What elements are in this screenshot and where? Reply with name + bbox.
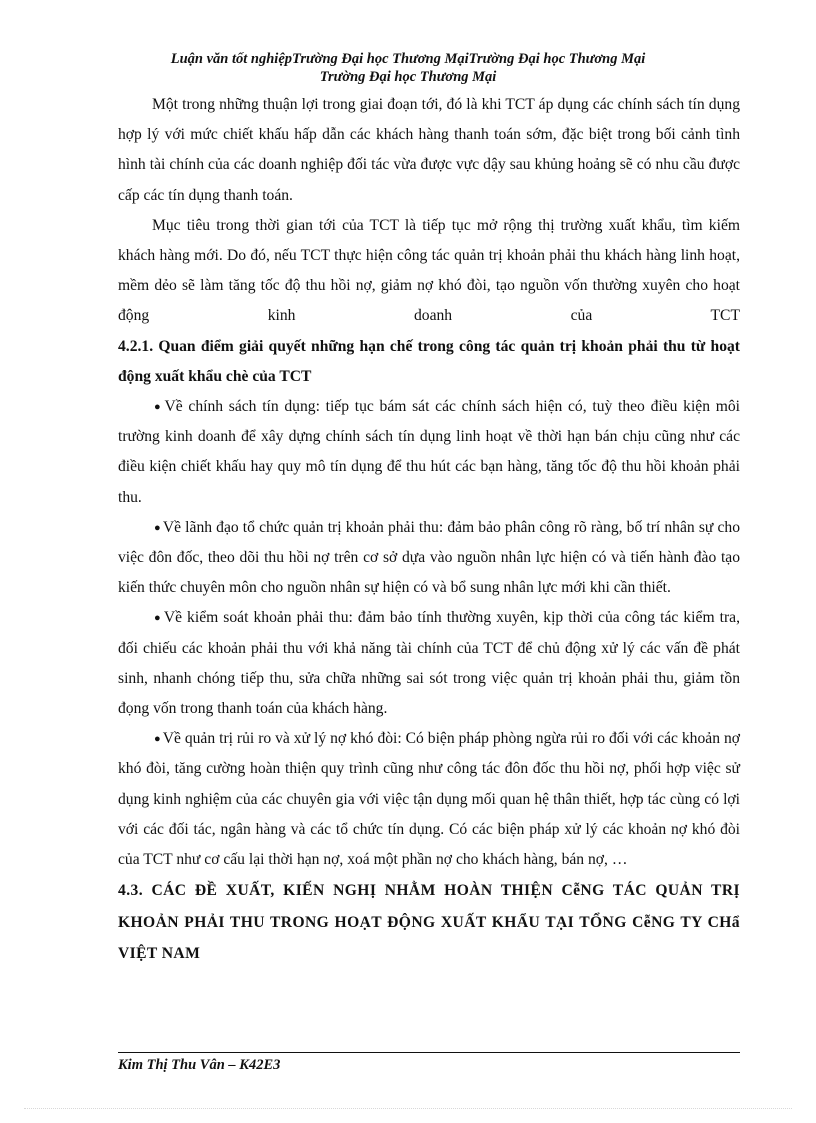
bullet-dot-icon: ● [154, 612, 162, 625]
body-text [118, 90, 740, 970]
bullet-dot-icon: ● [154, 733, 161, 746]
bullet-text: Về lãnh đạo tổ chức quản trị khoản phải thu: đảm bảo phân công rõ ràng, bố trí nhân sự cho việc đôn đốc, theo dõi thu hồi nợ trên cơ sở dựa vào nguồn nhân lực hiện có và tiến hành đào tạo kiến thức chuyên môn cho nguồn nhân sự hiện có và bổ sung nhân lực mới khi cần thiết. [118, 518, 740, 597]
bullet-risk-management [118, 724, 740, 875]
bullet-control [118, 603, 740, 724]
paragraph-objectives: Mục tiêu trong thời gian tới của TCT là tiếp tục mở rộng thị trường xuất khẩu, tìm kiếm khách hàng mới. Do đó, nếu TCT thực hiện công tác quản trị khoản phải thu khách hàng linh hoạt, mềm dẻo sẽ làm tăng tốc độ thu hồi nợ, giảm nợ khó đòi, tạo nguồn vốn thường xuyên cho hoạt động kinh doanh của TCT [118, 216, 740, 325]
header-line-2: Trường Đại học Thương Mại [319, 69, 497, 85]
bullet-dot-icon: ● [154, 521, 161, 534]
header-line-1: Luận văn tốt nghiệpTrường Đại học Thương MạiTrường Đại học Thương Mại [170, 51, 646, 67]
footer-author: Kim Thị Thu Vân – K42E3 [118, 1057, 281, 1073]
heading-4-3: 4.3. CÁC ĐỀ XUẤT, KIẾN NGHỊ NHẰM HOÀN THIỆN CễNG TÁC QUẢN TRỊ KHOẢN PHẢI THU TRONG HOẠT ĐỘNG XUẤT KHẨU TẠI TỔNG CễNG TY CHẩ VIỆT NAM [118, 882, 740, 963]
running-header [100, 50, 716, 86]
bullet-leadership [118, 513, 740, 604]
bullet-text: Về kiểm soát khoản phải thu: đảm bảo tính thường xuyên, kịp thời của công tác kiểm tra, đối chiếu các khoản phải thu với khả năng tài chính của TCT để chủ động xử lý các vấn đề phát sinh, nhanh chóng tiếp thu, sửa chữa những sai sót trong việc quản trị khoản phải thu, giảm tồn đọng vốn trong thanh toán của khách hàng. [118, 609, 740, 718]
paragraph-advantages: Một trong những thuận lợi trong giai đoạn tới, đó là khi TCT áp dụng các chính sách tín dụng hợp lý với mức chiết khấu hấp dẫn các khách hàng thanh toán sớm, đặc biệt trong bối cảnh tình hình tài chính của các doanh nghiệp đối tác vừa được vực dậy sau khủng hoảng sẽ có nhu cầu được cấp các tín dụng thanh toán. [118, 96, 740, 204]
bullet-credit-policy [118, 392, 740, 513]
bullet-text: Về chính sách tín dụng: tiếp tục bám sát các chính sách hiện có, tuỳ theo điều kiện môi trường kinh doanh để xây dựng chính sách tín dụng linh hoạt về thời hạn bán chịu cũng như các điều kiện chiết khấu hay quy mô tín dụng để thu hút các bạn hàng, tăng tốc độ thu hồi khoản phải thu. [118, 398, 740, 506]
page-bottom-edge [24, 1108, 792, 1109]
bullet-text: Về quản trị rủi ro và xử lý nợ khó đòi: Có biện pháp phòng ngừa rủi ro đối với các khoản nợ khó đòi, tăng cường hoàn thiện quy trình cũng như công tác đôn đốc thu hồi nợ, phối hợp việc sử dụng kinh nghiệm của các chuyên gia với việc tận dụng mối quan hệ thân thiết, hợp tác cùng có lợi với các đối tác, ngân hàng và các tổ chức tín dụng. Có các biện pháp xử lý các khoản nợ khó đòi của TCT như cơ cấu lại thời hạn nợ, xoá một phần nợ cho khách hàng, bán nợ, … [118, 730, 740, 869]
bullet-dot-icon: ● [154, 401, 163, 414]
footer-divider [118, 1052, 740, 1053]
heading-4-2-1: 4.2.1. Quan điểm giải quyết những hạn chế trong công tác quản trị khoản phải thu từ hoạt động xuất khẩu chè của TCT [118, 337, 740, 385]
